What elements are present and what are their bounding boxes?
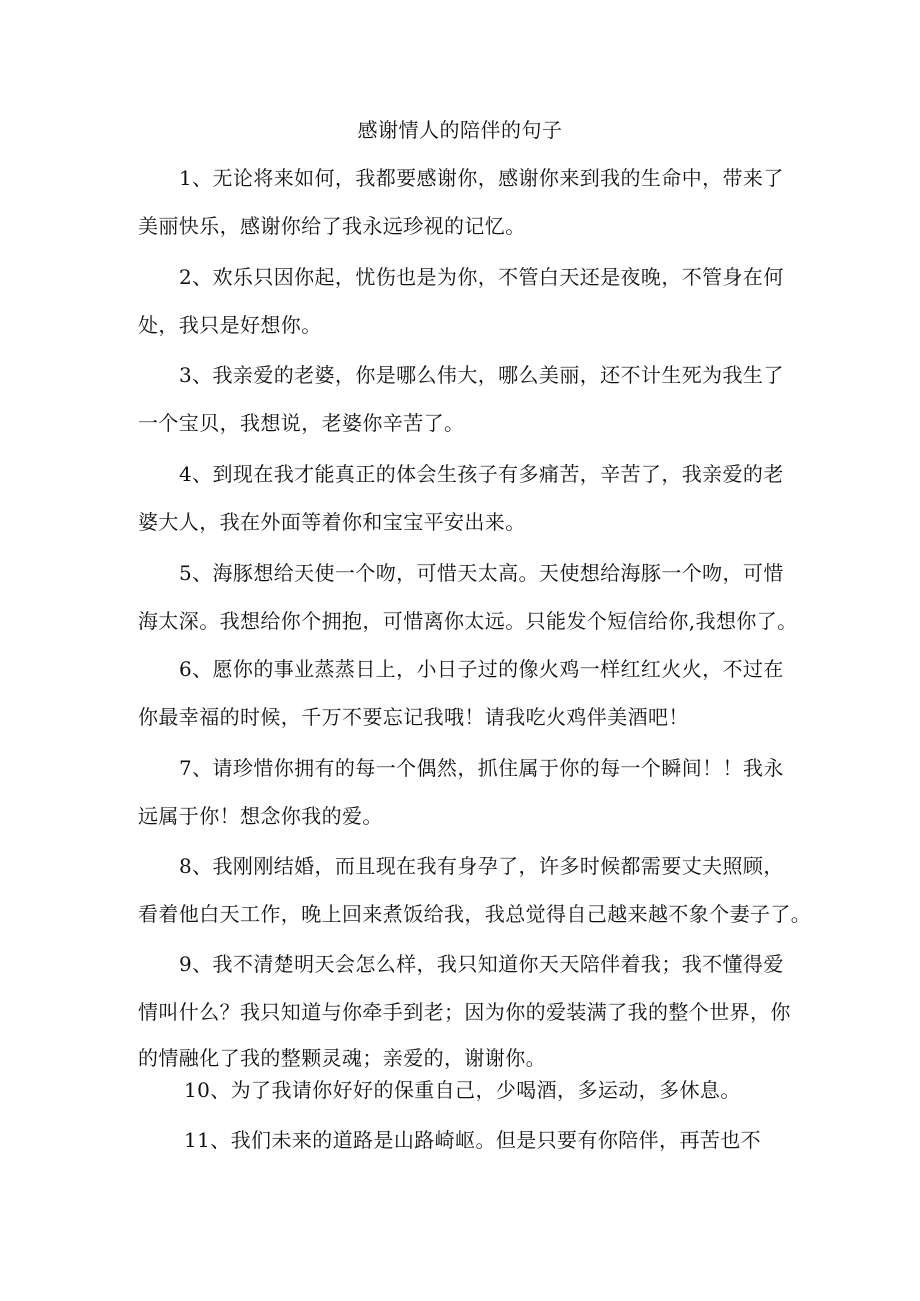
document-title: 感谢情人的陪伴的句子	[357, 118, 563, 142]
paragraph-1-line-2: 美丽快乐，感谢你给了我永远珍视的记忆。	[138, 214, 526, 238]
paragraph-8-line-2: 看着他白天工作，晚上回来煮饭给我，我总觉得自己越来越不象个妻子了。	[138, 902, 812, 926]
paragraph-4-line-1: 4、到现在我才能真正的体会生孩子有多痛苦，辛苦了，我亲爱的老	[179, 462, 784, 486]
paragraph-2-line-2: 处，我只是好想你。	[138, 313, 322, 337]
paragraph-6-line-2: 你最幸福的时候，千万不要忘记我哦！请我吃火鸡伴美酒吧！	[138, 705, 689, 729]
paragraph-9-line-1: 9、我不清楚明天会怎么样，我只知道你天天陪伴着我；我不懂得爱	[179, 952, 784, 976]
paragraph-5-line-2: 海太深。我想给你个拥抱，可惜离你太远。只能发个短信给你,我想你了。	[138, 609, 798, 633]
paragraph-7-line-2: 远属于你！想念你我的爱。	[138, 804, 383, 828]
paragraph-3-line-1: 3、我亲爱的老婆，你是哪么伟大，哪么美丽，还不计生死为我生了	[179, 363, 784, 387]
paragraph-8-line-1: 8、我刚刚结婚，而且现在我有身孕了，许多时候都需要丈夫照顾，	[179, 854, 784, 878]
paragraph-5-line-1: 5、海豚想给天使一个吻，可惜天太高。天使想给海豚一个吻，可惜	[179, 561, 784, 585]
paragraph-6-line-1: 6、愿你的事业蒸蒸日上，小日子过的像火鸡一样红红火火，不过在	[179, 657, 784, 681]
paragraph-4-line-2: 婆大人，我在外面等着你和宝宝平安出来。	[138, 510, 526, 534]
paragraph-3-line-2: 一个宝贝，我想说，老婆你辛苦了。	[138, 411, 465, 435]
paragraph-7-line-1: 7、请珍惜你拥有的每一个偶然，抓住属于你的每一个瞬间！！我永	[179, 756, 784, 780]
paragraph-10-line-1: 10、为了我请你好好的保重自己，少喝酒，多运动，多休息。	[184, 1078, 741, 1102]
paragraph-11-line-1: 11、我们未来的道路是山路崎岖。但是只要有你陪伴，再苦也不	[184, 1128, 762, 1152]
paragraph-2-line-1: 2、欢乐只因你起，忧伤也是为你，不管白天还是夜晚，不管身在何	[179, 265, 784, 289]
paragraph-9-line-3: 的情融化了我的整颗灵魂；亲爱的，谢谢你。	[138, 1046, 546, 1070]
paragraph-9-line-2: 情叫什么？我只知道与你牵手到老；因为你的爱装满了我的整个世界，你	[138, 1000, 791, 1024]
paragraph-1-line-1: 1、无论将来如何，我都要感谢你，感谢你来到我的生命中，带来了	[179, 166, 784, 190]
